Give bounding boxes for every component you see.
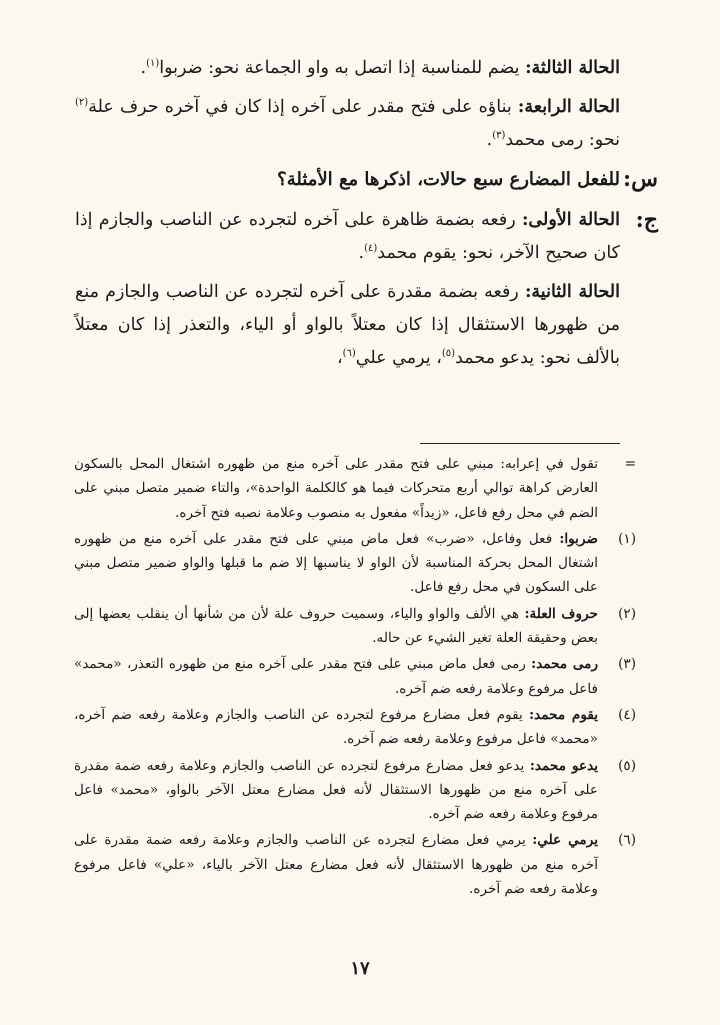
footnote-4-label: يقوم محمد: [529, 706, 598, 723]
case-4-end: . [486, 130, 493, 150]
answer-case-2 [75, 276, 620, 375]
case-3-end: . [140, 58, 147, 78]
answer-case-2-end: ، [336, 348, 343, 368]
footnote-3 [74, 652, 636, 701]
case-3-label: الحالة الثالثة: [525, 58, 620, 78]
footnote-ref-4[interactable]: (٤) [364, 243, 378, 255]
answer-case-1 [75, 204, 620, 270]
footnote-6-text: يرمي فعل مضارع لتجرده عن الناصب والجازم وعلامة رفعه ضمة مقدرة على آخره منع من ظهورها الاستثقال لأنه فعل مضارع معتل الآخر بالياء، «علي» فاعل مرفوع وعلامة رفعه ضم آخره. [74, 832, 598, 898]
continuation-mark: = [624, 456, 636, 472]
footnote-3-label: رمى محمد: [531, 656, 599, 673]
footnote-5-number: (٥) [618, 757, 636, 774]
answer-case-1-label: الحالة الأولى: [521, 210, 620, 230]
footnote-6-number: (٦) [618, 832, 636, 849]
footnote-4 [74, 703, 636, 752]
main-text [75, 52, 658, 381]
footnote-3-number: (٣) [618, 656, 636, 673]
case-4-text-a: بناؤه على فتح مقدر على آخره إذا كان في آخره حرف علة [88, 97, 512, 117]
footnote-5-text: يدعو فعل مضارع مرفوع لتجرده عن الناصب والجازم وعلامة رفعه ضمة مقدرة على آخره منع من ظهورها الاستثقال لأنه فعل مضارع معتل الآخر بالواو، «محمد» فاعل مرفوع وعلامة رفعه ضم آخره. [74, 757, 598, 823]
answer-case-1-end: . [358, 243, 365, 263]
footnote-ref-2[interactable]: (٢) [75, 97, 89, 109]
answer-case-2-text: رفعه بضمة مقدرة على آخره لتجرده عن الناصب والجازم منع من ظهورها الاستثقال إذا كان معتلاً بالواو أو الياء، والتعذر إذا كان معتلاً بالألف نحو: يدعو محمد [75, 282, 620, 368]
question-text: للفعل المضارع سبع حالات، اذكرها مع الأمثلة؟ [277, 169, 620, 190]
footnote-1 [74, 527, 636, 600]
footnote-ref-6[interactable]: (٦) [342, 348, 356, 360]
footnote-3-text: رمى فعل ماض مبني على فتح مقدر على آخره منع من ظهوره التعذر، «محمد» فاعل مرفوع وعلامة رفعه ضم آخره. [74, 656, 598, 697]
question-block [75, 163, 658, 196]
answer-case-1-text: رفعه بضمة ظاهرة على آخره لتجرده عن الناصب والجازم إذا كان صحيح الآخر، نحو: يقوم محمد [75, 210, 620, 263]
footnote-2-text: هي الألف والواو والياء، وسميت حروف علة لأن من شأنها أن ينقلب بعضها إلى بعض وحقيقة العلة تغير الشيء عن حاله. [74, 605, 598, 647]
footnote-1-number: (١) [618, 530, 636, 547]
case-4-text-b: نحو: رمى محمد [505, 130, 620, 150]
footnote-2-label: حروف العلة: [524, 605, 598, 622]
answer-case-2-label: الحالة الثانية: [524, 282, 620, 302]
footnote-4-text: يقوم فعل مضارع مرفوع لتجرده عن الناصب والجازم وعلامة رفعه ضم آخره، «محمد» فاعل مرفوع وعلامة رفعه ضم آخره. [74, 706, 598, 748]
footnote-6 [74, 828, 636, 901]
case-3-paragraph [75, 52, 620, 85]
footnote-5-label: يدعو محمد: [529, 757, 598, 774]
footnote-ref-5[interactable]: (٥) [441, 348, 456, 360]
answer-mark: ج: [635, 207, 658, 233]
footnote-ref-1[interactable]: (١) [146, 58, 160, 70]
footnote-2 [74, 602, 636, 651]
footnote-4-number: (٤) [618, 706, 636, 723]
answer-case-2-mid: ، يرمي علي [355, 348, 442, 368]
footnote-continuation-text: تقول في إعرابه: مبني على فتح مقدر على آخره منع من ظهوره اشتغال المحل بالسكون العارض كراهة توالي أربع متحركات فيما هو كالكلمة الواحدة»، والتاء ضمير متصل مبني على الضم في محل رفع فاعل، «زيداً» مفعول به منصوب وعلامة نصبه فتح آخره. [74, 456, 598, 521]
footnote-1-label: ضربوا: [559, 530, 598, 547]
question-mark: س: [623, 166, 658, 192]
footnotes [74, 452, 636, 903]
case-4-label: الحالة الرابعة: [517, 97, 621, 117]
answer-block [75, 204, 658, 375]
footnote-2-number: (٢) [618, 605, 636, 622]
footnote-1-text: فعل وفاعل، «ضرب» فعل ماض مبني على فتح مقدر على آخره منع من ظهوره اشتغال المحل بحركة المناسبة لأن الواو لا يناسبها إلا ضم ما قبلها والواو ضمير متصل مبني على السكون في محل رفع فاعل. [74, 530, 598, 596]
footnote-5 [74, 754, 636, 827]
footnote-ref-3[interactable]: (٣) [492, 130, 506, 142]
page-number: ١٧ [350, 958, 370, 979]
case-3-text: يضم للمناسبة إذا اتصل به واو الجماعة نحو: ضربوا [159, 58, 520, 78]
case-4-paragraph [75, 91, 620, 157]
footnote-continuation [74, 452, 636, 525]
footnote-divider [420, 443, 620, 444]
footnote-6-label: يرمي علي: [532, 832, 599, 849]
